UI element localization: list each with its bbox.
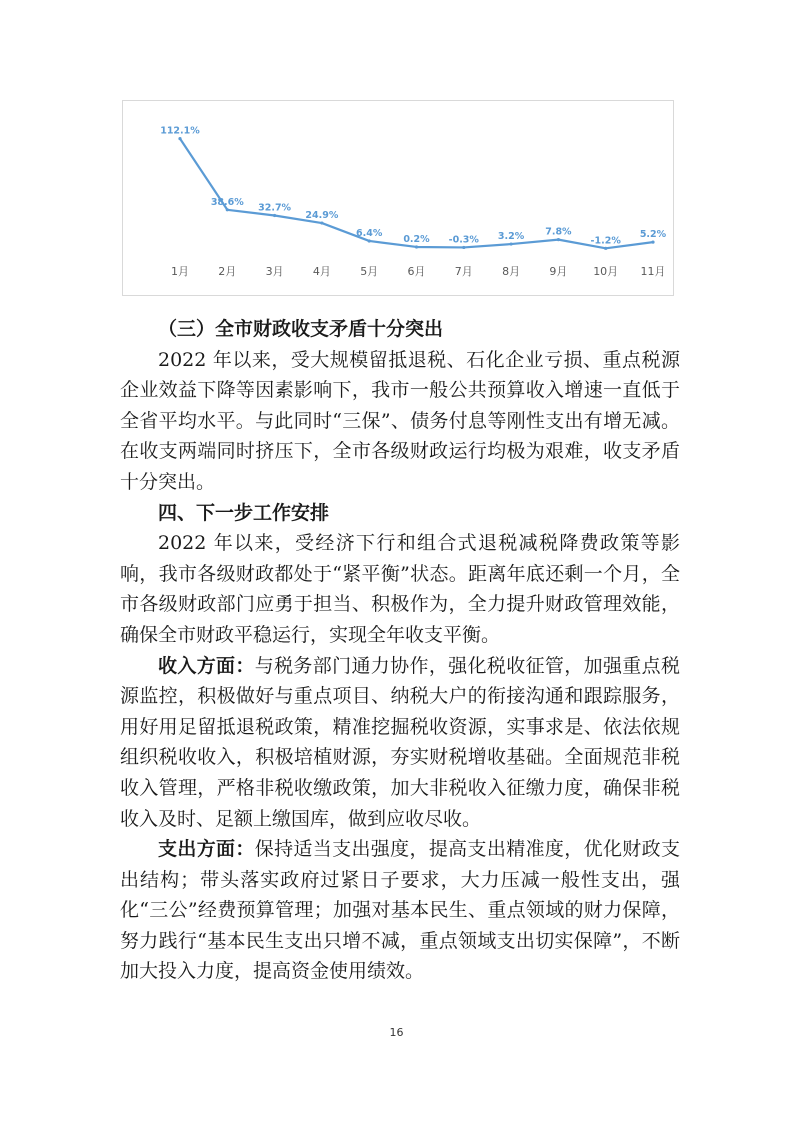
x-tick-label: 8月	[502, 265, 521, 278]
data-point	[415, 245, 418, 248]
section-4-intro: 2022 年以来，受经济下行和组合式退税减税降费政策等影响，我市各级财政都处于“紧平衡”状态。距离年底还剩一个月，全市各级财政部门应勇于担当、积极作为，全力提升财政管理效能，确保全市财政平稳运行，实现全年收支平衡。	[120, 532, 680, 646]
expense-lead: 支出方面：	[158, 838, 255, 861]
data-label: 6.4%	[356, 227, 383, 239]
line-chart-svg	[123, 101, 675, 297]
section-4-heading: 四、下一步工作安排	[158, 501, 330, 524]
data-label: 112.1%	[160, 125, 200, 137]
section-3-paragraph: 2022 年以来，受大规模留抵退税、石化企业亏损、重点税源企业效益下降等因素影响下，我市一般公共预算收入增速一直低于全省平均水平。与此同时“三保”、债务付息等刚性支出有增无减。在收支两端同时挤压下，全市各级财政运行均极为艰难，收支矛盾十分突出。	[120, 348, 680, 493]
data-point	[368, 239, 371, 242]
data-point	[651, 241, 654, 244]
data-point	[557, 238, 560, 241]
data-label: -0.3%	[448, 234, 479, 246]
section-3-heading: （三）全市财政收支矛盾十分突出	[158, 318, 444, 340]
data-label: -1.2%	[590, 235, 621, 247]
data-point	[462, 246, 465, 249]
data-label: 5.2%	[639, 229, 667, 241]
x-tick-label: 11月	[640, 265, 666, 278]
x-tick-label: 2月	[218, 265, 237, 278]
expense-text: 保持适当支出强度，提高支出精准度，优化财政支出结构；带头落实政府过紧日子要求，大力压减一般性支出，强化“三公”经费预算管理；加强对基本民生、重点领域的财力保障，努力践行“基本民生支出只增不减，重点领域支出切实保障”，不断加大投入力度，提高资金使用绩效。	[120, 838, 680, 983]
revenue-growth-chart	[122, 100, 674, 296]
data-label: 7.8%	[545, 226, 572, 238]
data-label: 24.9%	[305, 210, 339, 222]
x-tick-label: 6月	[407, 265, 426, 278]
series-line	[180, 139, 653, 249]
x-tick-label: 4月	[312, 265, 331, 278]
x-tick-label: 3月	[265, 265, 284, 278]
income-lead: 收入方面：	[158, 654, 255, 677]
data-label: 38.6%	[210, 196, 244, 208]
data-point	[273, 214, 276, 217]
data-point	[320, 221, 323, 224]
x-tick-label: 5月	[360, 265, 379, 278]
x-tick-label: 1月	[171, 265, 189, 278]
x-tick-label: 10月	[593, 265, 619, 278]
data-point	[510, 242, 513, 245]
income-text: 与税务部门通力协作，强化税收征管，加强重点税源监控，积极做好与重点项目、纳税大户的衔接沟通和跟踪服务，用好用足留抵退税政策，精准挖掘税收资源，实事求是、依法依规组织税收收入，积极培植财源，夯实财税增收基础。全面规范非税收入管理，严格非税收缴政策，加大非税收入征缴力度，确保非税收入及时、足额上缴国库，做到应收尽收。	[120, 654, 680, 830]
data-point	[604, 247, 607, 250]
data-label: 0.2%	[403, 233, 430, 245]
income-paragraph	[120, 651, 680, 835]
document-body	[120, 314, 680, 987]
data-label: 3.2%	[497, 231, 525, 243]
data-point	[178, 137, 181, 140]
page-number: 16	[389, 1026, 404, 1039]
x-tick-label: 7月	[454, 265, 473, 278]
expense-paragraph	[120, 834, 680, 987]
data-label: 32.7%	[258, 202, 292, 214]
x-tick-label: 9月	[549, 265, 568, 278]
data-point	[226, 208, 229, 211]
